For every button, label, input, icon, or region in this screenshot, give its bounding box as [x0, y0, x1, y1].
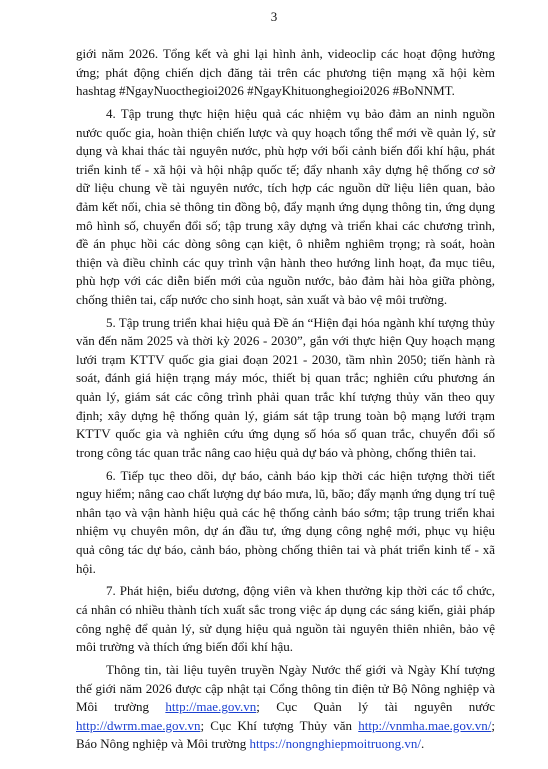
closing-end: .: [421, 736, 425, 752]
link-vnmha[interactable]: http://vnmha.mae.gov.vn/: [358, 717, 492, 733]
link-dwrm[interactable]: http://dwrm.mae.gov.vn: [76, 717, 201, 733]
paragraph-closing: [76, 661, 495, 754]
closing-separator-1: ; Cục Quản lý tài nguyên nước: [256, 699, 495, 715]
paragraph-item-5: 5. Tập trung triển khai hiệu quả Đề án “Hiện đại hóa ngành khí tượng thủy văn đến năm 2025 và thời kỳ 2026 - 2030”, gắn với thực hiện Quy hoạch mạng lưới trạm KTTV quốc gia giai đoạn 2021 - 2030, tầm nhìn 2050; tiến hành rà soát, đánh giá hiện trạng máy móc, thiết bị quan trắc; nghiên cứu phương án quản lý, giám sát các công trình phải quan trắc khí tượng thủy văn theo quy định; xây dựng hệ thống quản lý, giám sát tập trung toàn bộ mạng lưới trạm KTTV quốc gia và nghiên cứu ứng dụng số hóa số quan trắc, chuyển đổi số trong công tác quan trắc nâng cao hiệu quả dự báo và phòng, chống thiên tai.: [76, 314, 495, 460]
closing-separator-3: ; Báo Nông nghiệp và Môi trường: [76, 717, 495, 752]
paragraph-continuation: giới năm 2026. Tổng kết và ghi lại hình ảnh, videoclip các hoạt động hưởng ứng; phát động chiến dịch đăng tải trên các phương tiện mạng xã hội kèm hashtag #NgayNuocthegioi2026 #NgayKhituonghegioi2026 #BoNNMT.: [76, 46, 495, 99]
paragraph-item-4: 4. Tập trung thực hiện hiệu quả các nhiệm vụ bảo đảm an ninh nguồn nước quốc gia, hoàn thiện chiến lược và quy hoạch tổng thể mới về quản lý, sử dụng và khai thác tài nguyên nước, phù hợp với bối cảnh biến đổi khí hậu, phát triển kinh tế - xã hội và hội nhập quốc tế; đẩy nhanh xây dựng hệ thống cơ sở dữ liệu chung về tài nguyên nước, tích hợp các nguồn dữ liệu liên quan, bảo đảm kết nối, chia sẻ thông tin đồng bộ, đẩy mạnh ứng dụng thông tin, ứng dụng mô hình số, chuyển đổi số; tập trung xây dựng và triển khai các chương trình, đề án phục hồi các dòng sông cạn kiệt, ô nhiễm nghiêm trọng; rà soát, hoàn thiện và điều chỉnh các quy trình vận hành theo hướng linh hoạt, đa mục tiêu, phù hợp với các diễn biến mới của nguồn nước, bảo đảm hài hòa giữa phòng, chống thiên tai, cấp nước cho sinh hoạt, sản xuất và bảo vệ môi trường.: [76, 105, 495, 307]
page-number: 3: [270, 9, 278, 24]
closing-intro-text: Thông tin, tài liệu tuyên truyền Ngày Nước thế giới và Ngày Khí tượng thế giới năm 2026 được cập nhật tại Cổng thông tin điện tử Bộ Nông nghiệp và Môi trường: [76, 661, 495, 715]
paragraph-item-7: 7. Phát hiện, biểu dương, động viên và khen thưởng kịp thời các tổ chức, cá nhân có nhiều thành tích xuất sắc trong việc áp dụng các sáng kiến, giải pháp công nghệ để quản lý, sử dụng hiệu quả nguồn tài nguyên thiên nhiên, bảo vệ môi trường và thích ứng biến đổi khí hậu.: [76, 583, 495, 655]
paragraph-item-6: 6. Tiếp tục theo dõi, dự báo, cảnh báo kịp thời các hiện tượng thời tiết nguy hiểm; nâng cao chất lượng dự báo mưa, lũ, bão; đẩy mạnh ứng dụng trí tuệ nhân tạo và vận hành hiệu quả các hệ thống cảnh báo sớm; tập trung triển khai nhiệm vụ chuyên môn, dự án đầu tư, ứng dụng công nghệ mới, phục vụ hiệu quả công tác dự báo, cảnh báo, phòng chống thiên tai và phát triển kinh tế - xã hội.: [76, 467, 495, 576]
link-mae[interactable]: http://mae.gov.vn: [165, 699, 257, 715]
link-nongnghiepmoitruong[interactable]: https://nongnghiepmoitruong.vn/: [249, 736, 422, 752]
closing-separator-2: ; Cục Khí tượng Thủy văn: [200, 717, 359, 733]
document-body: [76, 45, 495, 758]
